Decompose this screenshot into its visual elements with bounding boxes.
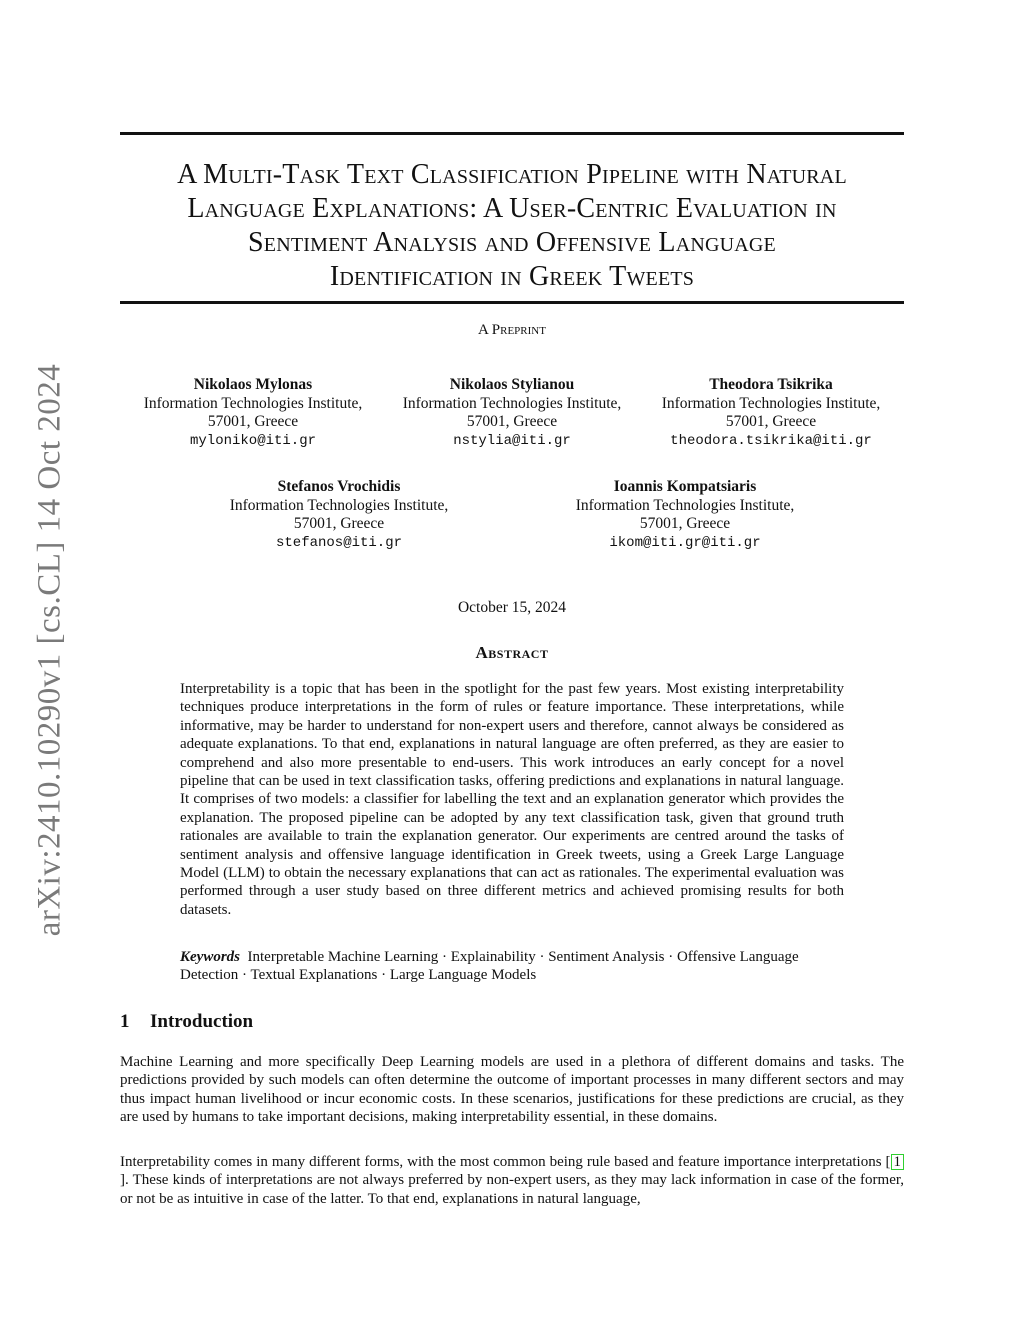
author-name: Theodora Tsikrika: [709, 376, 833, 393]
citation-close-bracket: ]: [120, 1172, 125, 1189]
keywords-label: Keywords: [180, 949, 240, 965]
author-email[interactable]: theodora.tsikrika@iti.gr: [670, 432, 872, 449]
citation-open-bracket: [: [885, 1154, 891, 1170]
title-line-2: Language Explanations: A User-Centric Evaluation in: [187, 193, 837, 224]
abstract-heading: Abstract: [475, 643, 549, 662]
author-postcode: 57001, Greece: [293, 515, 385, 532]
author-postcode: 57001, Greece: [207, 413, 299, 430]
author-block: [382, 376, 642, 450]
paragraph-text: Interpretability comes in many different forms, with the most common being rule based and feature importance interpretations: [120, 1154, 886, 1170]
author-name: Nikolaos Stylianou: [449, 376, 575, 393]
paragraph-text: . These kinds of interpretations are not always preferred by non-expert users, as they may lack information in case of the former, or not be as intuitive in case of the latter. To that end, explanations in natural language,: [120, 1172, 904, 1207]
section-heading-introduction: [120, 1011, 253, 1033]
author-affiliation: Information Technologies Institute,: [229, 496, 449, 514]
author-name: Nikolaos Mylonas: [193, 376, 313, 393]
author-email[interactable]: myloniko@iti.gr: [189, 432, 317, 449]
title-line-4: Identification in Greek Tweets: [329, 261, 695, 292]
paper-title: [120, 158, 904, 294]
author-postcode: 57001, Greece: [639, 515, 731, 532]
author-affiliation: Information Technologies Institute,: [402, 394, 622, 412]
author-affiliation: Information Technologies Institute,: [143, 394, 363, 412]
section-number: 1: [120, 1011, 130, 1032]
author-postcode: 57001, Greece: [466, 413, 558, 430]
author-email[interactable]: stefanos@iti.gr: [275, 534, 403, 551]
title-top-rule: [120, 132, 904, 135]
author-affiliation: Information Technologies Institute,: [661, 394, 881, 412]
author-block: [209, 478, 469, 552]
author-block: [555, 478, 815, 552]
title-line-1: A Multi-Task Text Classification Pipeline with Natural: [177, 159, 847, 190]
author-email[interactable]: ikom@iti.gr@iti.gr: [609, 534, 761, 551]
intro-paragraph-1: Machine Learning and more specifically Deep Learning models are used in a plethora of different domains and tasks. The predictions provided by such models can often determine the outcome of important processes in many different sectors and may thus impact human livelihood or incur economic costs. In these scenarios, justifications for these predictions are crucial, as they are used by humans to take important decisions, making interpretability essential, in these domains.: [120, 1054, 904, 1126]
citation-link[interactable]: 1: [891, 1154, 905, 1170]
author-name: Stefanos Vrochidis: [277, 478, 401, 495]
keywords: [180, 948, 844, 985]
abstract-text: Interpretability is a topic that has been in the spotlight for the past few years. Most existing interpretability techniques produce interpretations in the form of rules or feature importance. These interpretations, while informative, may be harder to understand for non-expert users and therefore, cannot always be considered as adequate explanations. To that end, explanations in natural language are often preferred, as they are easier to comprehend and also more presentable to end-users. This work introduces an early concept for a novel pipeline that can be used in text classification tasks, offering predictions and explanations in natural language. It comprises of two models: a classifier for labelling the text and an explanation generator which provides the explanation. The proposed pipeline can be adopted by any text classification task, given that ground truth rationales are available to train the explanation generator. Our experiments are centred around the tasks of sentiment analysis and offensive language identification in Greek tweets, using a Greek Large Language Model (LLM) to obtain the necessary explanations that can act as rationales. The experimental evaluation was performed through a user study based on three different metrics and achieved promising results for both datasets.: [180, 681, 844, 918]
title-line-3: Sentiment Analysis and Offensive Language: [248, 227, 776, 258]
publication-date: October 15, 2024: [457, 599, 567, 616]
author-block: [123, 376, 383, 450]
author-affiliation: Information Technologies Institute,: [575, 496, 795, 514]
arxiv-identifier: arXiv:2410.10290v1 [cs.CL] 14 Oct 2024: [31, 363, 68, 937]
author-name: Ioannis Kompatsiaris: [613, 478, 757, 495]
intro-paragraph-2: [120, 1153, 904, 1208]
keywords-list: Interpretable Machine Learning · Explainability · Sentiment Analysis · Offensive Language Detection · Textual Explanations · Large Language Models: [180, 949, 799, 984]
preprint-label: A Preprint: [478, 322, 546, 338]
author-email[interactable]: nstylia@iti.gr: [453, 432, 571, 449]
author-postcode: 57001, Greece: [725, 413, 817, 430]
section-title: Introduction: [150, 1011, 254, 1032]
author-block: [641, 376, 901, 450]
title-bottom-rule: [120, 301, 904, 304]
